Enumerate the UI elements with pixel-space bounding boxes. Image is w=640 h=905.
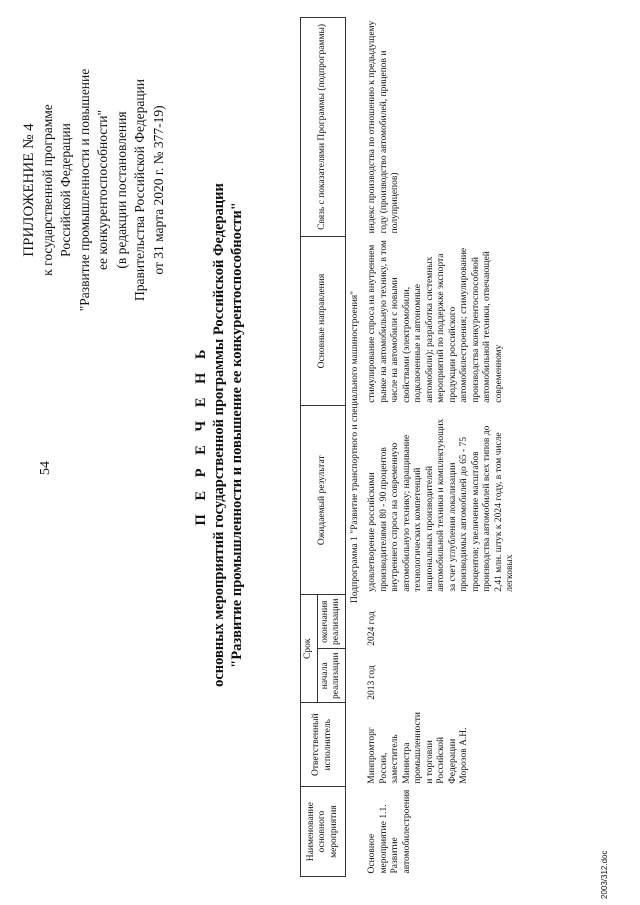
header-executor: Ответственный исполнитель	[301, 703, 346, 787]
title-line: основных мероприятий государственной программы Российской Федерации	[211, 183, 227, 687]
header-term: Срок	[301, 595, 318, 703]
header-result: Ожидаемый результат	[301, 406, 346, 595]
appendix-line: ее конкурентоспособности"	[95, 110, 110, 270]
cell-name: Основное мероприятие 1.1. Развитие автомобилестроения	[367, 789, 412, 874]
title-heading: П Е Р Е Ч Е Н Ь	[193, 344, 209, 526]
subprogram-title: Подпрограмма 1 "Развитие транспортного и специального машиностроения"	[349, 290, 360, 604]
document-title	[192, 5, 246, 865]
header-start: начала реализации	[317, 649, 345, 703]
cell-result: удовлетворение российскими производителями 80 - 90 процентов внутреннего спроса на современную автомобильную технику; наращивание технологических компетенций национальных производителей автомобильной техники и комплектующих за счет углубления локализации производимых автомобилей до 65 - 75 процентов; увеличение масштабов производства автомобилей всех типов до 2,41 млн. штук к 2024 году, в том числе легковых	[367, 418, 515, 592]
appendix-line: к государственной программе	[39, 104, 55, 276]
file-reference: 2003/312.doc	[600, 850, 609, 899]
appendix-line: (в редакции постановления	[113, 111, 129, 269]
appendix-line: "Развитие промышленности и повышение	[76, 68, 92, 312]
appendix-line: Правительства Российской Федерации	[132, 79, 147, 301]
appendix-line: Российской Федерации	[58, 123, 73, 257]
cell-directions: стимулирование спроса на внутреннем рынке на автомобильную технику, в том числе на автомобили с новыми свойствами (электромобили, подключенные и автономные автомобили); разработка системных мероприятий по поддержке экспорта продукции российского автомобилестроения; стимулирование производства конкурентоспособной автомобильной техники, отвечающей современному	[367, 240, 504, 403]
header-name: Наименование основного мероприятия	[301, 787, 346, 877]
subprogram-row	[345, 18, 365, 877]
appendix-number: ПРИЛОЖЕНИЕ № 4	[21, 123, 37, 257]
page-number: 54	[38, 461, 53, 475]
appendix-header	[20, 20, 168, 360]
table-row	[365, 18, 519, 877]
title-line: "Развитие промышленности и повышение ее конкурентоспособности"	[229, 202, 245, 668]
header-directions: Основные направления	[301, 236, 346, 405]
appendix-line: от 31 марта 2020 г. № 377-19)	[150, 105, 166, 275]
cell-link: индекс производства по отношению к предыдущему году (производство автомобилей, прицепов и полуприцепов)	[367, 20, 400, 234]
table-header-row	[301, 18, 318, 877]
cell-end: 2024 год	[367, 611, 377, 646]
cell-start: 2013 год	[367, 665, 377, 700]
header-end: окончания реализации	[317, 595, 345, 649]
measures-table	[300, 17, 519, 877]
cell-executor: Минпромторг России, заместитель Министра промышленности и торговли Российской Федерации Морозов А.Н.	[367, 712, 469, 784]
header-link: Связь с показателями Программы (подпрограммы)	[301, 18, 346, 237]
